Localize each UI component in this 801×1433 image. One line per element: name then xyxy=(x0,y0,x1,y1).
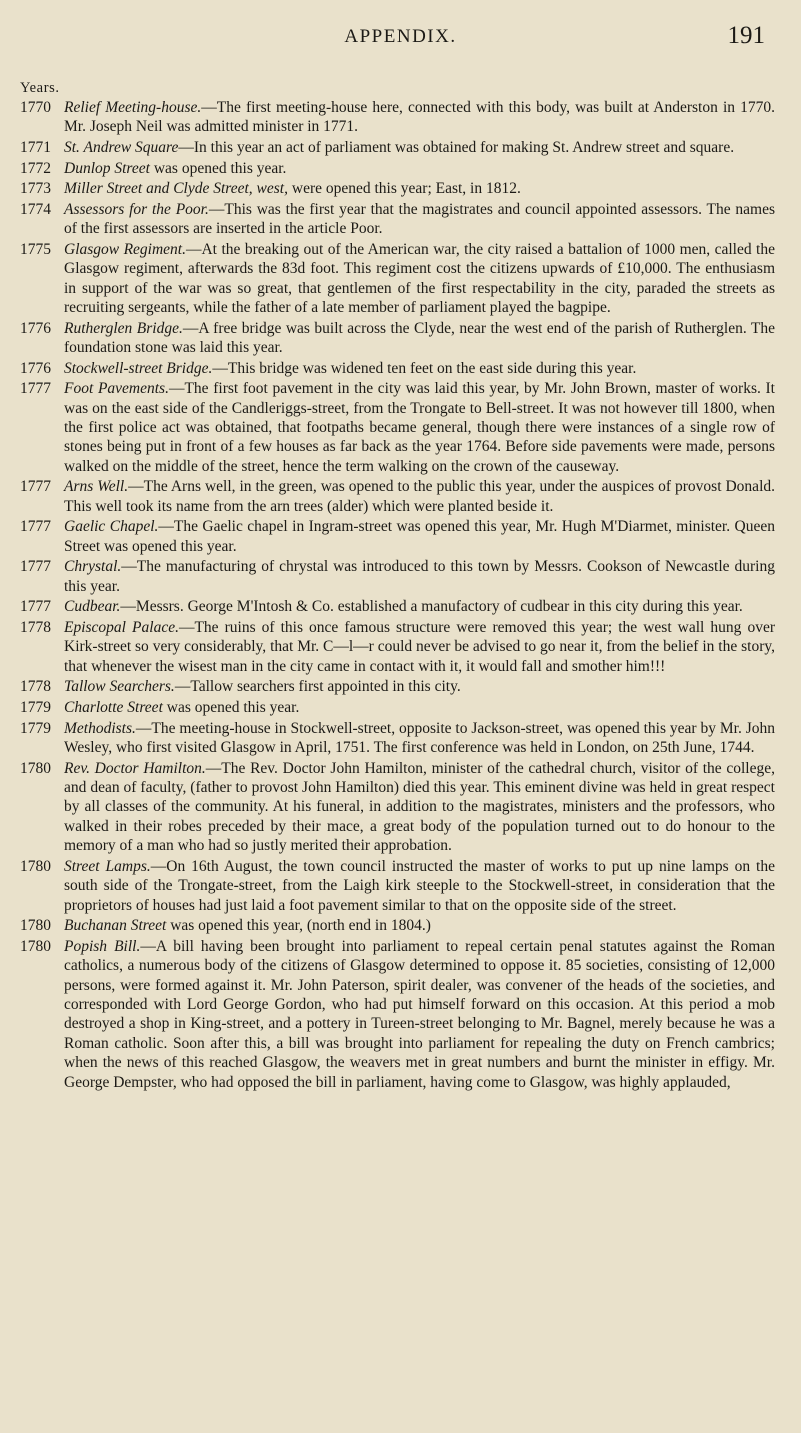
entry-body xyxy=(64,719,775,758)
entry-title: Glasgow Regiment. xyxy=(64,240,186,258)
entry-title: Buchanan Street xyxy=(64,917,167,935)
entry-body xyxy=(64,179,775,198)
entry-text: —The Arns well, in the green, was opened to the public this year, under the auspices of provost Donald. This well took its name from the arn trees (alder) which were planted beside it. xyxy=(64,478,775,515)
chronology-entry xyxy=(20,159,775,178)
entry-body xyxy=(64,597,775,616)
entry-body xyxy=(64,240,775,318)
entry-title: Episcopal Palace. xyxy=(64,619,179,636)
entry-text: —On 16th August, the town council instructed the master of works to put up nine lamps on the south side of the Trongate-street, from the Laigh kirk steeple to the Stockwell-street, in consideration that the proprietors of houses had just laid a foot pavement similar to that on the opposite side of the street. xyxy=(64,857,775,914)
chronology-entry xyxy=(20,937,775,1092)
page-number: 191 xyxy=(727,22,765,49)
chronology-entry xyxy=(20,517,775,556)
entry-title: Arns Well. xyxy=(64,478,129,496)
entry-body xyxy=(64,698,775,717)
entry-year: 1778 xyxy=(20,678,51,696)
entry-text: —In this year an act of parliament was obtained for making St. Andrew street and square. xyxy=(178,139,735,156)
entry-body xyxy=(64,477,775,516)
entry-title: Chrystal. xyxy=(64,558,122,576)
entry-body xyxy=(64,916,775,935)
chronology-entries xyxy=(20,98,775,1093)
entry-year: 1771 xyxy=(20,139,51,156)
entry-title: Dunlop Street xyxy=(64,159,150,177)
entry-year: 1780 xyxy=(20,759,51,777)
chronology-entry xyxy=(20,98,775,137)
entry-year: 1780 xyxy=(20,937,51,955)
entry-text: —The meeting-house in Stockwell-street, opposite to Jackson-street, was opened this year by Mr. John Wesley, who first visited Glasgow in April, 1751. The first conference was held in London, on 25th June, 1744. xyxy=(64,719,775,756)
entry-year: 1779 xyxy=(20,719,51,737)
entry-title: Rutherglen Bridge. xyxy=(64,319,183,337)
entry-body xyxy=(64,857,775,915)
entry-body xyxy=(64,557,775,596)
entry-year: 1777 xyxy=(20,518,51,536)
entry-year: 1776 xyxy=(20,359,51,377)
chronology-entry xyxy=(20,857,775,915)
entry-body xyxy=(64,98,775,137)
entry-year: 1777 xyxy=(20,558,51,576)
entry-body xyxy=(64,138,775,157)
chronology-entry xyxy=(20,240,775,318)
entry-text: were opened this year; East, in 1812. xyxy=(288,180,521,198)
entry-year: 1770 xyxy=(20,99,51,116)
entry-title: Methodists. xyxy=(64,719,136,737)
chronology-entry xyxy=(20,319,775,358)
entry-title: Gaelic Chapel. xyxy=(64,518,159,536)
entry-title: Street Lamps. xyxy=(64,857,151,875)
entry-title: Popish Bill. xyxy=(64,937,141,955)
entry-year: 1777 xyxy=(20,478,51,496)
entry-body xyxy=(64,359,775,378)
entry-year: 1777 xyxy=(20,598,51,616)
chronology-entry xyxy=(20,719,775,758)
entry-text: was opened this year, (north end in 1804.) xyxy=(166,917,431,935)
chronology-entry xyxy=(20,597,775,616)
chronology-entry xyxy=(20,759,775,856)
entry-text: —The Gaelic chapel in Ingram-street was opened this year, Mr. Hugh M'Diarmet, minister. Queen Street was opened this year. xyxy=(64,518,775,555)
entry-text: —At the breaking out of the American war, the city raised a battalion of 1000 men, called the Glasgow regiment, afterwards the 83d foot. This regiment cost the citizens upwards of £10,000. The enthusiasm in support of the war was so great, that gentlemen of the first respectability in the city, paraded the streets as recruiting sergeants, while the father of a late member of parliament played the bagpipe. xyxy=(64,240,775,316)
entry-title: Charlotte Street xyxy=(64,699,163,716)
entry-body xyxy=(64,379,775,476)
entry-text: —A free bridge was built across the Clyde, near the west end of the parish of Rutherglen. The foundation stone was laid this year. xyxy=(64,319,775,356)
entry-year: 1774 xyxy=(20,200,51,218)
entry-year: 1775 xyxy=(20,240,51,258)
entry-text: —The ruins of this once famous structure were removed this year; the west wall hung over Kirk-street so very considerably, that Mr. C—l—r could never be advised to go near it, from the belief in the story, that whenever the wisest man in the city came in contact with it, it would fall and smother him!!! xyxy=(64,619,775,675)
chronology-entry xyxy=(20,359,775,378)
entry-text: —The first foot pavement in the city was laid this year, by Mr. John Brown, master of works. It was on the east side of the Candleriggs-street, from the Trongate to Bell-street. It was not however till 1800, when the first police act was obtained, that footpaths became general, though there were instances of a single row of stones being put in front of a few houses as far back as the year 1764. Before side pavements were made, persons walked on the middle of the street, hence the term walking on the crown of the causeway. xyxy=(64,380,775,475)
entry-year: 1772 xyxy=(20,159,51,177)
entry-text: —A bill having been brought into parliament to repeal certain penal statutes against the Roman catholics, a numerous body of the citizens of Glasgow determined to oppose it. 85 societies, consisting of 12,000 persons, were formed against it. Mr. John Paterson, spirit dealer, was convener of the heads of the societies, and corresponded with Lord George Gordon, who had put himself forward on this occasion. At this period a mob destroyed a shop in King-street, and a pottery in Tureen-street belonging to Mr. Bagnel, merely because he was a Roman catholic. Soon after this, a bill was brought into parliament for repealing the duty on French cambrics; when the news of this reached Glasgow, the weavers met in great numbers and burnt the minister in effigy. Mr. George Dempster, who had opposed the bill in parliament, having come to Glasgow, was highly applauded, xyxy=(64,937,775,1091)
entry-text: —Messrs. George M'Intosh & Co. established a manufactory of cudbear in this city during this year. xyxy=(120,598,743,616)
chronology-entry xyxy=(20,677,775,696)
entry-text: was opened this year. xyxy=(149,159,287,177)
entry-text: was opened this year. xyxy=(162,699,300,716)
entry-title: Miller Street and Clyde Street, west, xyxy=(64,180,288,198)
running-head xyxy=(0,22,801,52)
chronology-entry xyxy=(20,916,775,935)
entry-body xyxy=(64,319,775,358)
entry-year: 1780 xyxy=(20,857,51,875)
entry-body xyxy=(64,200,775,239)
chronology-entry xyxy=(20,618,775,676)
entry-title: Tallow Searchers. xyxy=(64,678,175,696)
entry-body xyxy=(64,618,775,676)
entry-text: —The first meeting-house here, connected with this body, was built at Anderston in 1770. Mr. Joseph Neil was admitted minister in 1771. xyxy=(64,99,775,136)
entry-year: 1780 xyxy=(20,917,51,935)
chronology-entry xyxy=(20,200,775,239)
running-title: APPENDIX. xyxy=(344,26,457,47)
entry-title: Rev. Doctor Hamilton. xyxy=(64,759,206,777)
entry-year: 1776 xyxy=(20,319,51,337)
chronology-entry xyxy=(20,138,775,157)
entry-text: —The manufacturing of chrystal was introduced to this town by Messrs. Cookson of Newcastle during this year. xyxy=(64,558,775,595)
entry-year: 1773 xyxy=(20,180,51,198)
entry-year: 1779 xyxy=(20,699,51,716)
chronology-entry xyxy=(20,379,775,476)
entry-year: 1778 xyxy=(20,619,51,636)
chronology-entry xyxy=(20,557,775,596)
entry-title: Foot Pavements. xyxy=(64,380,169,398)
entry-text: —Tallow searchers first appointed in this city. xyxy=(174,678,461,696)
entry-body xyxy=(64,517,775,556)
entry-text: —This was the first year that the magistrates and council appointed assessors. The names of the first assessors are inserted in the article Poor. xyxy=(64,200,775,238)
entry-body xyxy=(64,759,775,856)
entry-year: 1777 xyxy=(20,380,51,398)
entry-body xyxy=(64,677,775,696)
chronology-entry xyxy=(20,179,775,198)
chronology-entry xyxy=(20,477,775,516)
entry-title: Assessors for the Poor. xyxy=(64,200,209,218)
entry-title: St. Andrew Square xyxy=(64,139,179,156)
entry-body xyxy=(64,159,775,178)
entry-text: —The Rev. Doctor John Hamilton, minister of the cathedral church, visitor of the college, and dean of faculty, (father to provost John Hamilton) died this year. This eminent divine was held in great respect by all classes of the community. At his funeral, in addition to the magistrates, ministers and the professors, who walked in their robes preceded by their mace, a great body of the population turned out to do honour to the memory of a man who had so justly merited their approbation. xyxy=(64,759,775,855)
entry-text: —This bridge was widened ten feet on the east side during this year. xyxy=(212,359,637,377)
years-column-heading: Years. xyxy=(20,80,60,96)
chronology-entry xyxy=(20,698,775,717)
entry-title: Stockwell-street Bridge. xyxy=(64,359,213,377)
entry-title: Relief Meeting-house. xyxy=(64,99,202,116)
entry-title: Cudbear. xyxy=(64,598,121,616)
entry-body xyxy=(64,937,775,1092)
